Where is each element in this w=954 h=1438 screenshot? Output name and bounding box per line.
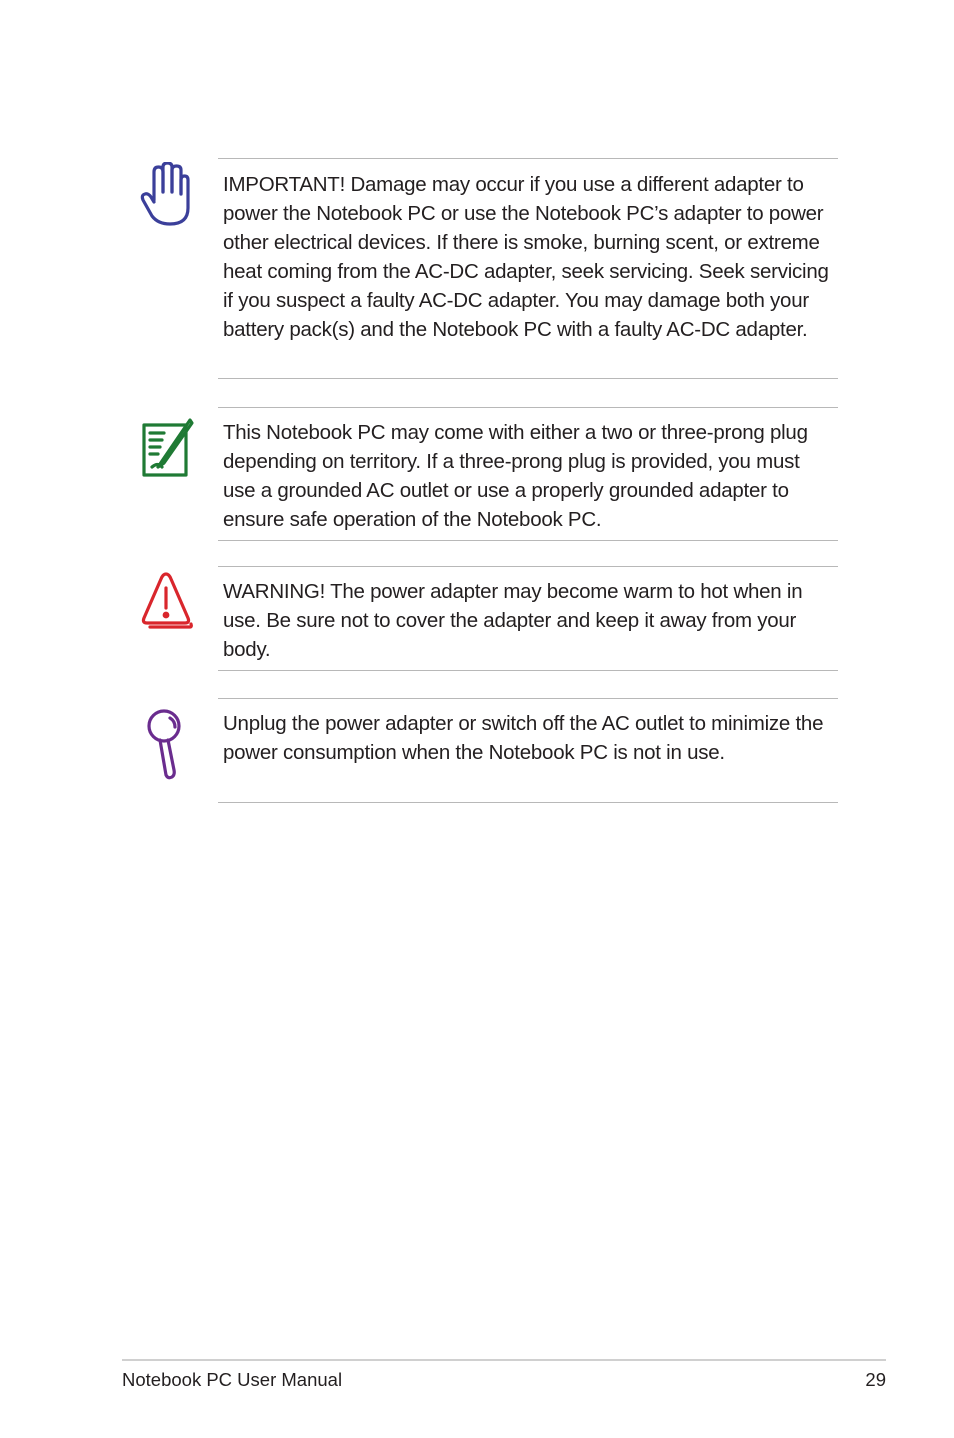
important-text: IMPORTANT! Damage may occur if you use a different adapter to power the Notebook PC or use the Notebook PC’s adapter to power other electrical devices. If there is smoke, burning scent, or extreme heat coming from the AC-DC adapter, seek servicing. Seek servicing if you suspect a faulty AC-DC adapter. You may damage both your battery pack(s) and the Notebook PC with a faulty AC-DC adapter.: [223, 173, 829, 341]
notice-bottom-rule: [218, 540, 838, 541]
notice-top-rule: [218, 698, 838, 699]
warning-text: WARNING! The power adapter may become warm to hot when in use. Be sure not to cover the adapter and keep it away from your body.: [223, 580, 803, 661]
magnifying-glass-icon: [138, 707, 194, 771]
notice-bottom-rule: [218, 802, 838, 803]
notice-bottom-rule: [218, 670, 838, 671]
notice-top-rule: [218, 566, 838, 567]
note-text: This Notebook PC may come with either a two or three-prong plug depending on territory. If a three-prong plug is provided, you must use a grounded AC outlet or use a properly grounded adapter to ensure safe operation of the Notebook PC.: [223, 421, 808, 531]
footer-rule: [122, 1359, 886, 1361]
raised-hand-icon: [138, 162, 194, 226]
notice-top-rule: [218, 158, 838, 159]
page-number: 29: [865, 1369, 886, 1390]
tip-text: Unplug the power adapter or switch off the AC outlet to minimize the power consumption when the Notebook PC is not in use.: [223, 712, 824, 764]
warning-triangle-icon: [138, 570, 194, 634]
note-pad-pen-icon: [138, 417, 194, 481]
notice-top-rule: [218, 407, 838, 408]
notice-bottom-rule: [218, 378, 838, 379]
footer-title: Notebook PC User Manual: [122, 1369, 343, 1390]
